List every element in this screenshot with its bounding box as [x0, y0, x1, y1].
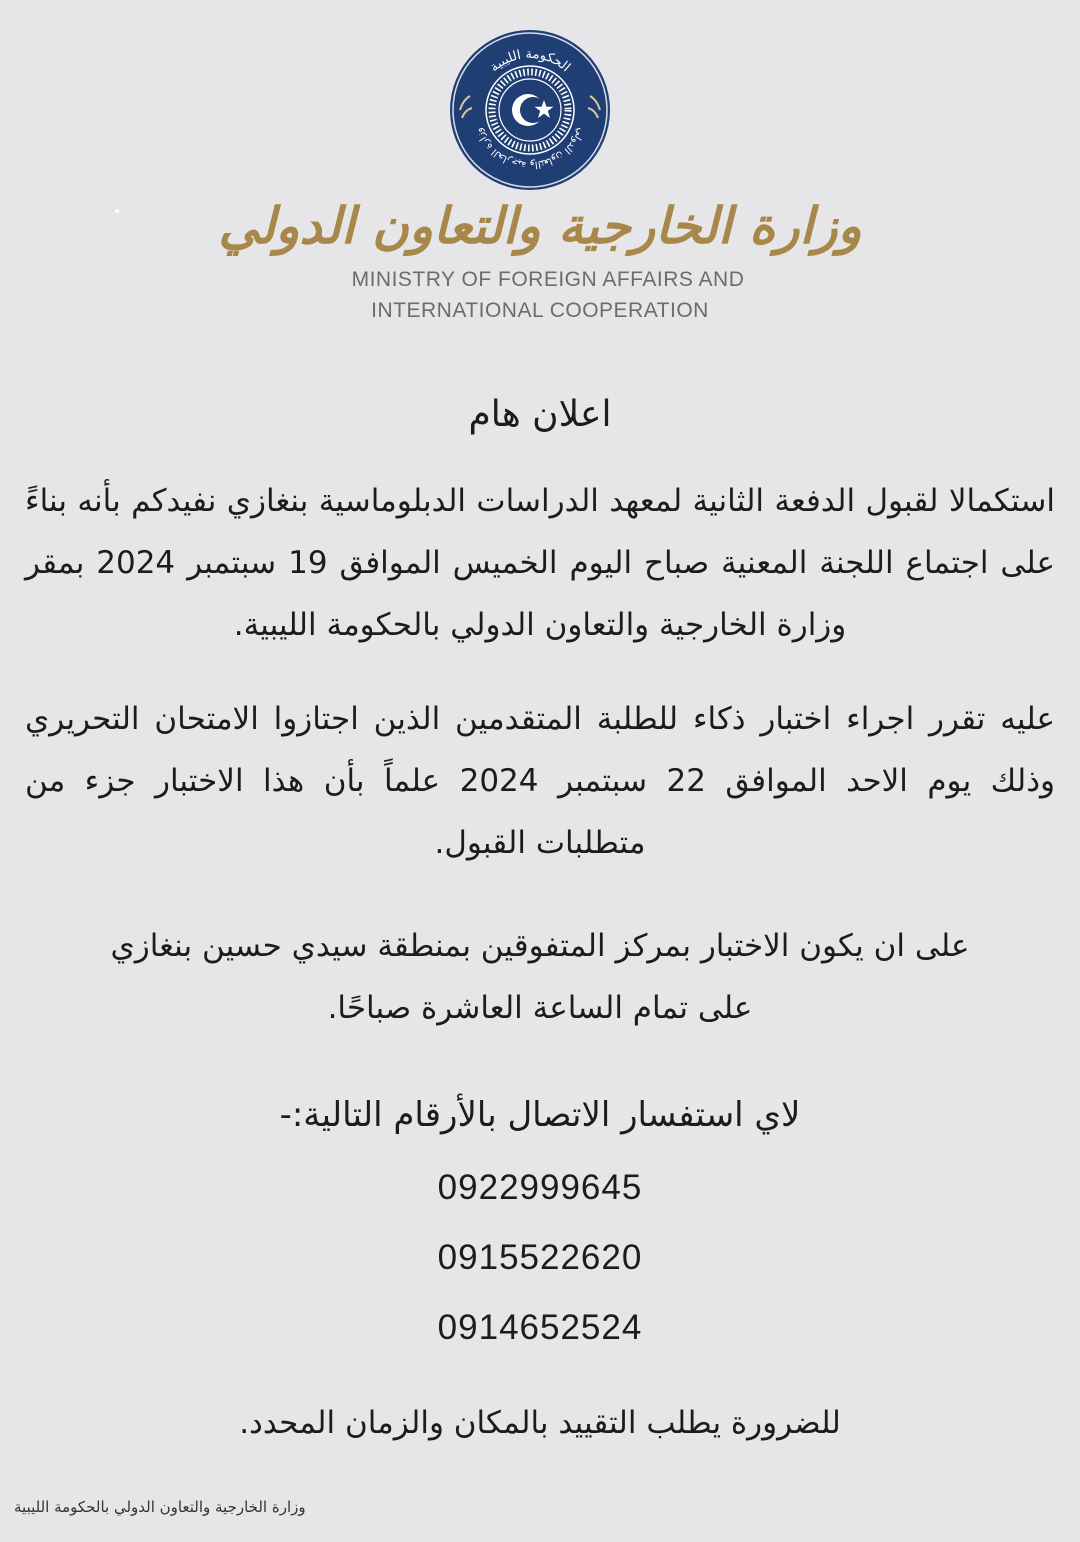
letterhead	[0, 0, 1080, 340]
ministry-name-english-line1: MINISTRY OF FOREIGN AFFAIRS AND	[351, 268, 745, 291]
seal-text-bottom: وزارة الخارجية والتعاون الدولي	[473, 126, 587, 171]
phone-number: 0915522620	[437, 1238, 643, 1277]
ministry-name-arabic: وزارة الخارجية والتعاون الدولي	[218, 196, 862, 255]
closing-note: للضرورة يطلب التقييد بالمكان والزمان المحدد.	[239, 1405, 841, 1441]
phone-number: 0914652524	[437, 1308, 643, 1347]
seal-text-top: الحكومة الليبية	[487, 46, 574, 76]
paragraph-admission: استكمالا لقبول الدفعة الثانية لمعهد الدراسات الدبلوماسية بنغازي نفيدكم بأنه بناءً على اجتماع اللجنة المعنية صباح اليوم الخميس الموافق 19 سبتمبر 2024 بمقر وزارة الخارجية والتعاون الدولي بالحكومة الليبية.	[25, 483, 1055, 643]
announcement-title: اعلان هام	[468, 394, 612, 435]
decorative-dot	[115, 209, 119, 213]
phone-number: 0922999645	[437, 1168, 643, 1207]
ministry-seal-icon	[448, 28, 612, 192]
phone-list	[0, 1160, 1080, 1370]
footer-caption: وزارة الخارجية والتعاون الدولي بالحكومة الليبية	[14, 1498, 306, 1516]
ministry-name-english-line2: INTERNATIONAL COOPERATION	[371, 299, 709, 322]
paragraph-iq-test: عليه تقرر اجراء اختبار ذكاء للطلبة المتقدمين الذين اجتازوا الامتحان التحريري وذلك يوم الاحد الموافق 22 سبتمبر 2024 علماً بأن هذا الاختبار جزء من متطلبات القبول.	[25, 701, 1056, 861]
paragraph-location: على ان يكون الاختبار بمركز المتفوقين بمنطقة سيدي حسين بنغازي على تمام الساعة العاشرة صباحًا.	[110, 928, 970, 1026]
contact-heading: لاي استفسار الاتصال بالأرقام التالية:-	[279, 1095, 801, 1135]
